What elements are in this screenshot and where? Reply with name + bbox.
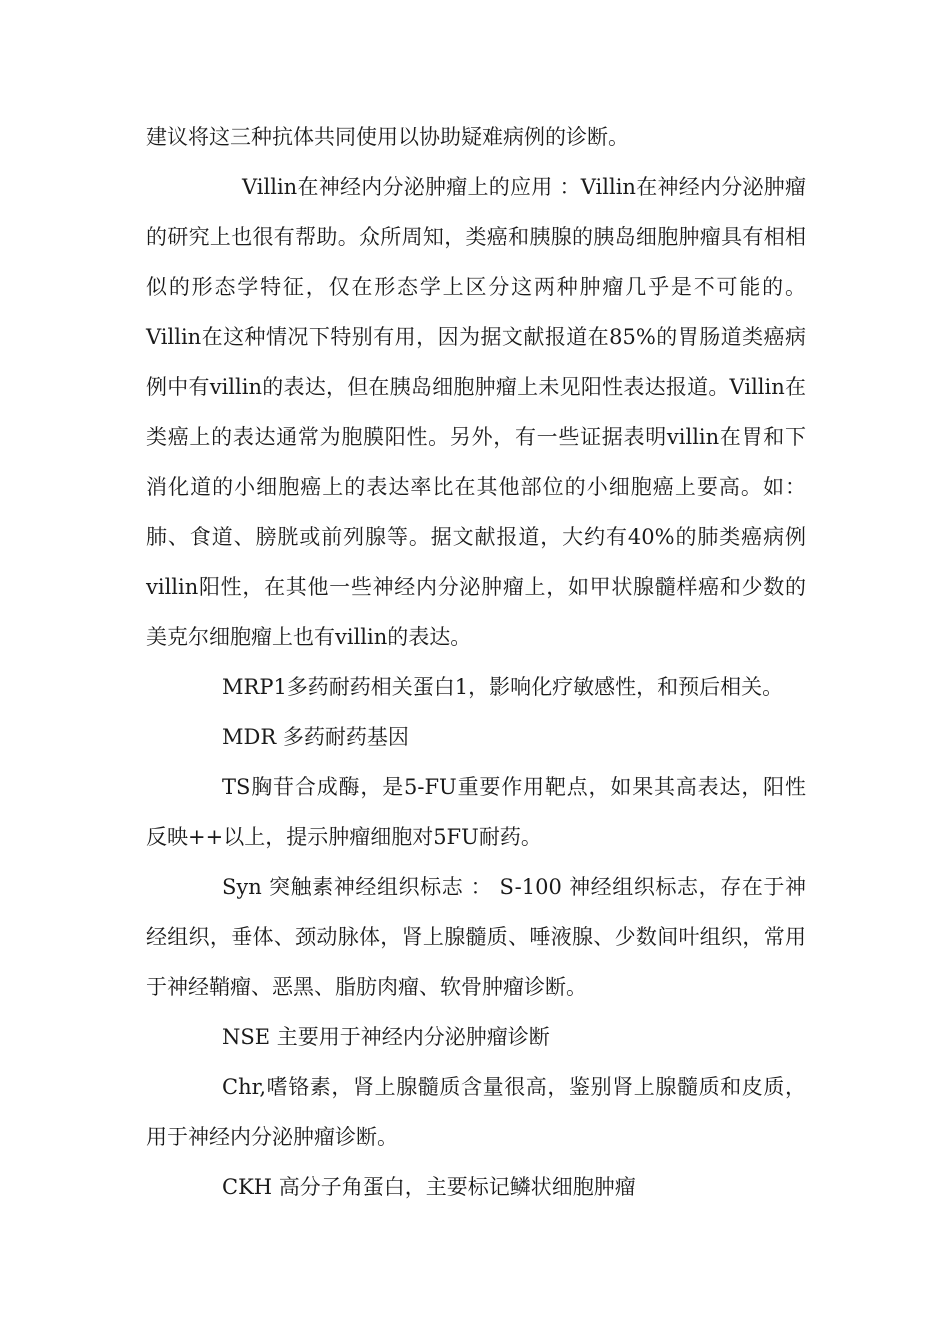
paragraph-antibody-recommendation: 建议将这三种抗体共同使用以协助疑难病例的诊断。 (146, 125, 629, 149)
paragraph-mrp1: MRP1多药耐药相关蛋白1，影响化疗敏感性，和预后相关。 (222, 675, 784, 699)
paragraph-ckh: CKH 高分子角蛋白，主要标记鳞状细胞肿瘤 (222, 1175, 636, 1199)
paragraph-villin-neuroendocrine: Villin在神经内分泌肿瘤上的应用 ：Villin在神经内分泌肿瘤的研究上也很有帮助。众所周知，类癌和胰腺的胰岛细胞肿瘤具有相相似的形态学特征，仅在形态学上区分这两种肿瘤几乎是不可能的。Villin在这种情况下特别有用，因为据文献报道在85%的胃肠道类癌病例中有villin的表达，但在胰岛细胞肿瘤上未见阳性表达报道。Villin在类癌上的表达通常为胞膜阳性。另外，有一些证据表明villin在胃和下消化道的小细胞癌上的表达率比在其他部位的小细胞癌上要高。如：肺、食道、膀胱或前列腺等。据文献报道，大约有40%的肺类癌病例villin阳性，在其他一些神经内分泌肿瘤上，如甲状腺髓样癌和少数的美克尔细胞瘤上也有villin的表达。 (146, 175, 806, 649)
paragraph-nse: NSE 主要用于神经内分泌肿瘤诊断 (222, 1025, 550, 1049)
paragraph-mdr: MDR 多药耐药基因 (222, 725, 409, 749)
paragraph-ts: TS胸苷合成酶，是5-FU重要作用靶点，如果其高表达，阳性反映++以上，提示肿瘤细胞对5FU耐药。 (146, 775, 806, 849)
paragraph-chr: Chr,嗜铬素，肾上腺髓质含量很高，鉴别肾上腺髓质和皮质，用于神经内分泌肿瘤诊断。 (146, 1075, 806, 1149)
paragraph-syn-s100: Syn 突触素神经组织标志 ： S-100 神经组织标志，存在于神经组织，垂体、颈动脉体，肾上腺髓质、唾液腺、少数间叶组织，常用于神经鞘瘤、恶黑、脂肪肉瘤、软骨肿瘤诊断。 (146, 875, 806, 999)
body-text (146, 112, 806, 1212)
